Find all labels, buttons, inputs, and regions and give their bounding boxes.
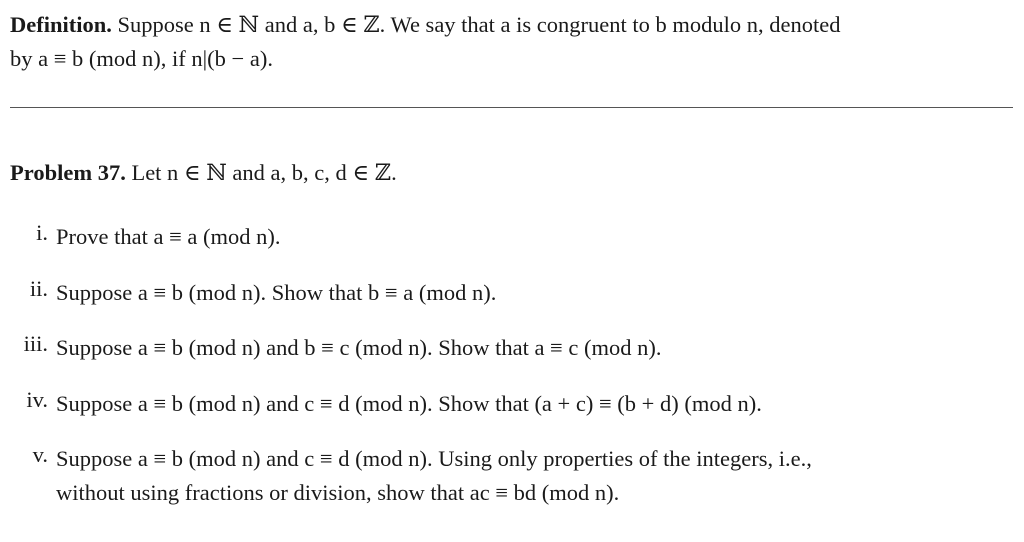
definition-label: Definition. [10, 12, 112, 37]
item-line: Suppose a ≡ b (mod n). Show that b ≡ a (mod n). [56, 280, 497, 305]
item-number: iv. [26, 387, 48, 412]
problem-heading [10, 160, 397, 186]
item-text [56, 220, 281, 254]
item-line: Suppose a ≡ b (mod n) and c ≡ d (mod n). Show that (a + c) ≡ (b + d) (mod n). [56, 391, 762, 416]
horizontal-divider [10, 107, 1013, 108]
definition-line-2: by a ≡ b (mod n), if n|(b − a). [10, 46, 273, 71]
item-text [56, 387, 762, 421]
definition-line-1 [10, 8, 1020, 42]
problem-label: Problem 37. [10, 160, 126, 185]
item-text [56, 331, 661, 365]
item-number: ii. [29, 276, 48, 301]
problem-intro: Let n ∈ ℕ and a, b, c, d ∈ ℤ. [131, 160, 397, 185]
item-number: iii. [23, 331, 48, 356]
item-text [56, 442, 812, 510]
item-text [56, 276, 496, 310]
item-number: i. [36, 220, 48, 245]
item-number: v. [32, 442, 48, 467]
item-line: without using fractions or division, show that ac ≡ bd (mod n). [56, 480, 620, 505]
definition-text-1: Suppose n ∈ ℕ and a, b ∈ ℤ. We say that a is congruent to b modulo n, denoted [117, 12, 841, 37]
item-line: Suppose a ≡ b (mod n) and c ≡ d (mod n). Using only properties of the integers, i.e., [56, 446, 812, 471]
item-line: Prove that a ≡ a (mod n). [56, 224, 281, 249]
item-line: Suppose a ≡ b (mod n) and b ≡ c (mod n). Show that a ≡ c (mod n). [56, 335, 662, 360]
definition-block [10, 8, 1020, 76]
